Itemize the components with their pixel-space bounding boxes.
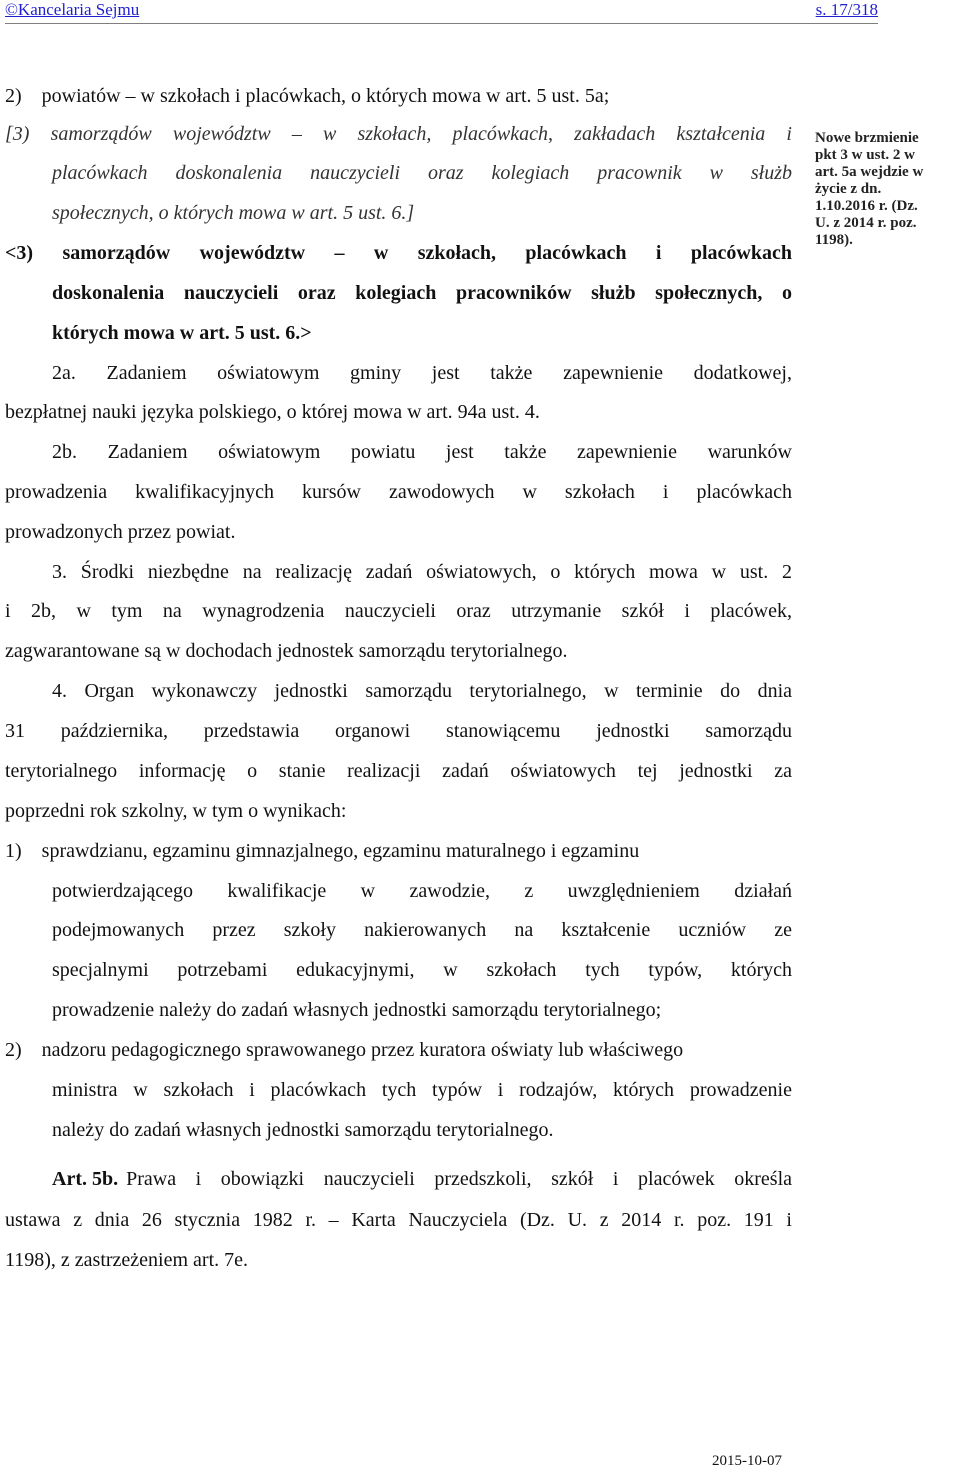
- list-item-1-line4: specjalnymi potrzebami edukacyjnymi, w szkołach tych typów, których: [52, 959, 792, 981]
- paragraph-2b-line3: prowadzonych przez powiat.: [5, 521, 236, 543]
- list-item-1-line1: 1) sprawdzianu, egzaminu gimnazjalnego, egzaminu maturalnego i egzaminu: [5, 840, 640, 862]
- footer-date: 2015-10-07: [712, 1453, 782, 1469]
- list-item-2-line3: należy do zadań własnych jednostki samorządu terytorialnego.: [52, 1119, 554, 1141]
- paragraph-2a-line1: 2a. Zadaniem oświatowym gminy jest także zapewnienie dodatkowej,: [52, 362, 792, 384]
- paragraph-2b-line2: prowadzenia kwalifikacyjnych kursów zawodowych w szkołach i placówkach: [5, 481, 792, 503]
- margin-note-line: art. 5a wejdzie w: [815, 164, 924, 180]
- paragraph-2a-line2: bezpłatnej nauki języka polskiego, o której mowa w art. 94a ust. 4.: [5, 401, 540, 423]
- list-item-2-line1: 2) nadzoru pedagogicznego sprawowanego przez kuratora oświaty lub właściwego: [5, 1039, 684, 1061]
- paragraph-3-line2: i 2b, w tym na wynagrodzenia nauczycieli oraz utrzymanie szkół i placówek,: [5, 600, 792, 622]
- margin-note-line: Nowe brzmienie: [815, 130, 919, 146]
- paragraph-4-line4: poprzedni rok szkolny, w tym o wynikach:: [5, 800, 347, 822]
- margin-note-line: życie z dn.: [815, 181, 882, 197]
- publisher-link[interactable]: ©Kancelaria Sejmu: [5, 0, 140, 19]
- old-item-3-line3: społecznych, o których mowa w art. 5 ust. 6.]: [52, 202, 415, 224]
- paragraph-4-line3: terytorialnego informację o stanie realizacji zadań oświatowych tej jednostki za: [5, 760, 792, 782]
- old-item-3-line1: [3) samorządów województw – w szkołach, placówkach, zakładach kształcenia i: [5, 123, 792, 145]
- new-item-3-line1: <3) samorządów województw – w szkołach, placówkach i placówkach: [5, 242, 792, 264]
- new-item-3-line3: których mowa w art. 5 ust. 6.>: [52, 322, 312, 344]
- article-5b-line2: ustawa z dnia 26 stycznia 1982 r. – Karta Nauczyciela (Dz. U. z 2014 r. poz. 191 i: [5, 1209, 792, 1231]
- paragraph-2b-line1: 2b. Zadaniem oświatowym powiatu jest także zapewnienie warunków: [52, 441, 792, 463]
- list-item-1-line5: prowadzenie należy do zadań własnych jednostki samorządu terytorialnego;: [52, 999, 662, 1021]
- old-item-3-line2: placówkach doskonalenia nauczycieli oraz kolegiach pracownik w służb: [52, 162, 792, 184]
- margin-note-line: pkt 3 w ust. 2 w: [815, 147, 916, 163]
- list-item-1-line2: potwierdzającego kwalifikacje w zawodzie, z uwzględnieniem działań: [52, 880, 792, 902]
- article-5b-text: Prawa i obowiązki nauczycieli przedszkoli, szkół i placówek określa: [126, 1168, 792, 1190]
- article-5b-label: Art. 5b.: [52, 1168, 119, 1190]
- list-item-1-line3: podejmowanych przez szkoły nakierowanych na kształcenie uczniów ze: [52, 919, 792, 941]
- article-5b-line3: 1198), z zastrzeżeniem art. 7e.: [5, 1249, 249, 1271]
- paragraph-4-line1: 4. Organ wykonawczy jednostki samorządu terytorialnego, w terminie do dnia: [52, 680, 792, 702]
- item-2-powiatow: 2) powiatów – w szkołach i placówkach, o których mowa w art. 5 ust. 5a;: [5, 85, 610, 107]
- margin-note-line: 1.10.2016 r. (Dz.: [815, 198, 918, 214]
- margin-note-line: 1198).: [815, 232, 853, 248]
- list-item-2-line2: ministra w szkołach i placówkach tych typów i rodzajów, których prowadzenie: [52, 1079, 792, 1101]
- page-header: [5, 0, 878, 24]
- margin-note-line: U. z 2014 r. poz.: [815, 215, 917, 231]
- page-number-link[interactable]: s. 17/318: [815, 0, 878, 19]
- paragraph-3-line3: zagwarantowane są w dochodach jednostek samorządu terytorialnego.: [5, 640, 568, 662]
- article-5b-line1: [52, 1166, 792, 1192]
- paragraph-4-line2: 31 października, przedstawia organowi stanowiącemu jednostki samorządu: [5, 720, 792, 742]
- new-item-3-line2: doskonalenia nauczycieli oraz kolegiach pracowników służb społecznych, o: [52, 282, 792, 304]
- paragraph-3-line1: 3. Środki niezbędne na realizację zadań oświatowych, o których mowa w ust. 2: [52, 561, 792, 583]
